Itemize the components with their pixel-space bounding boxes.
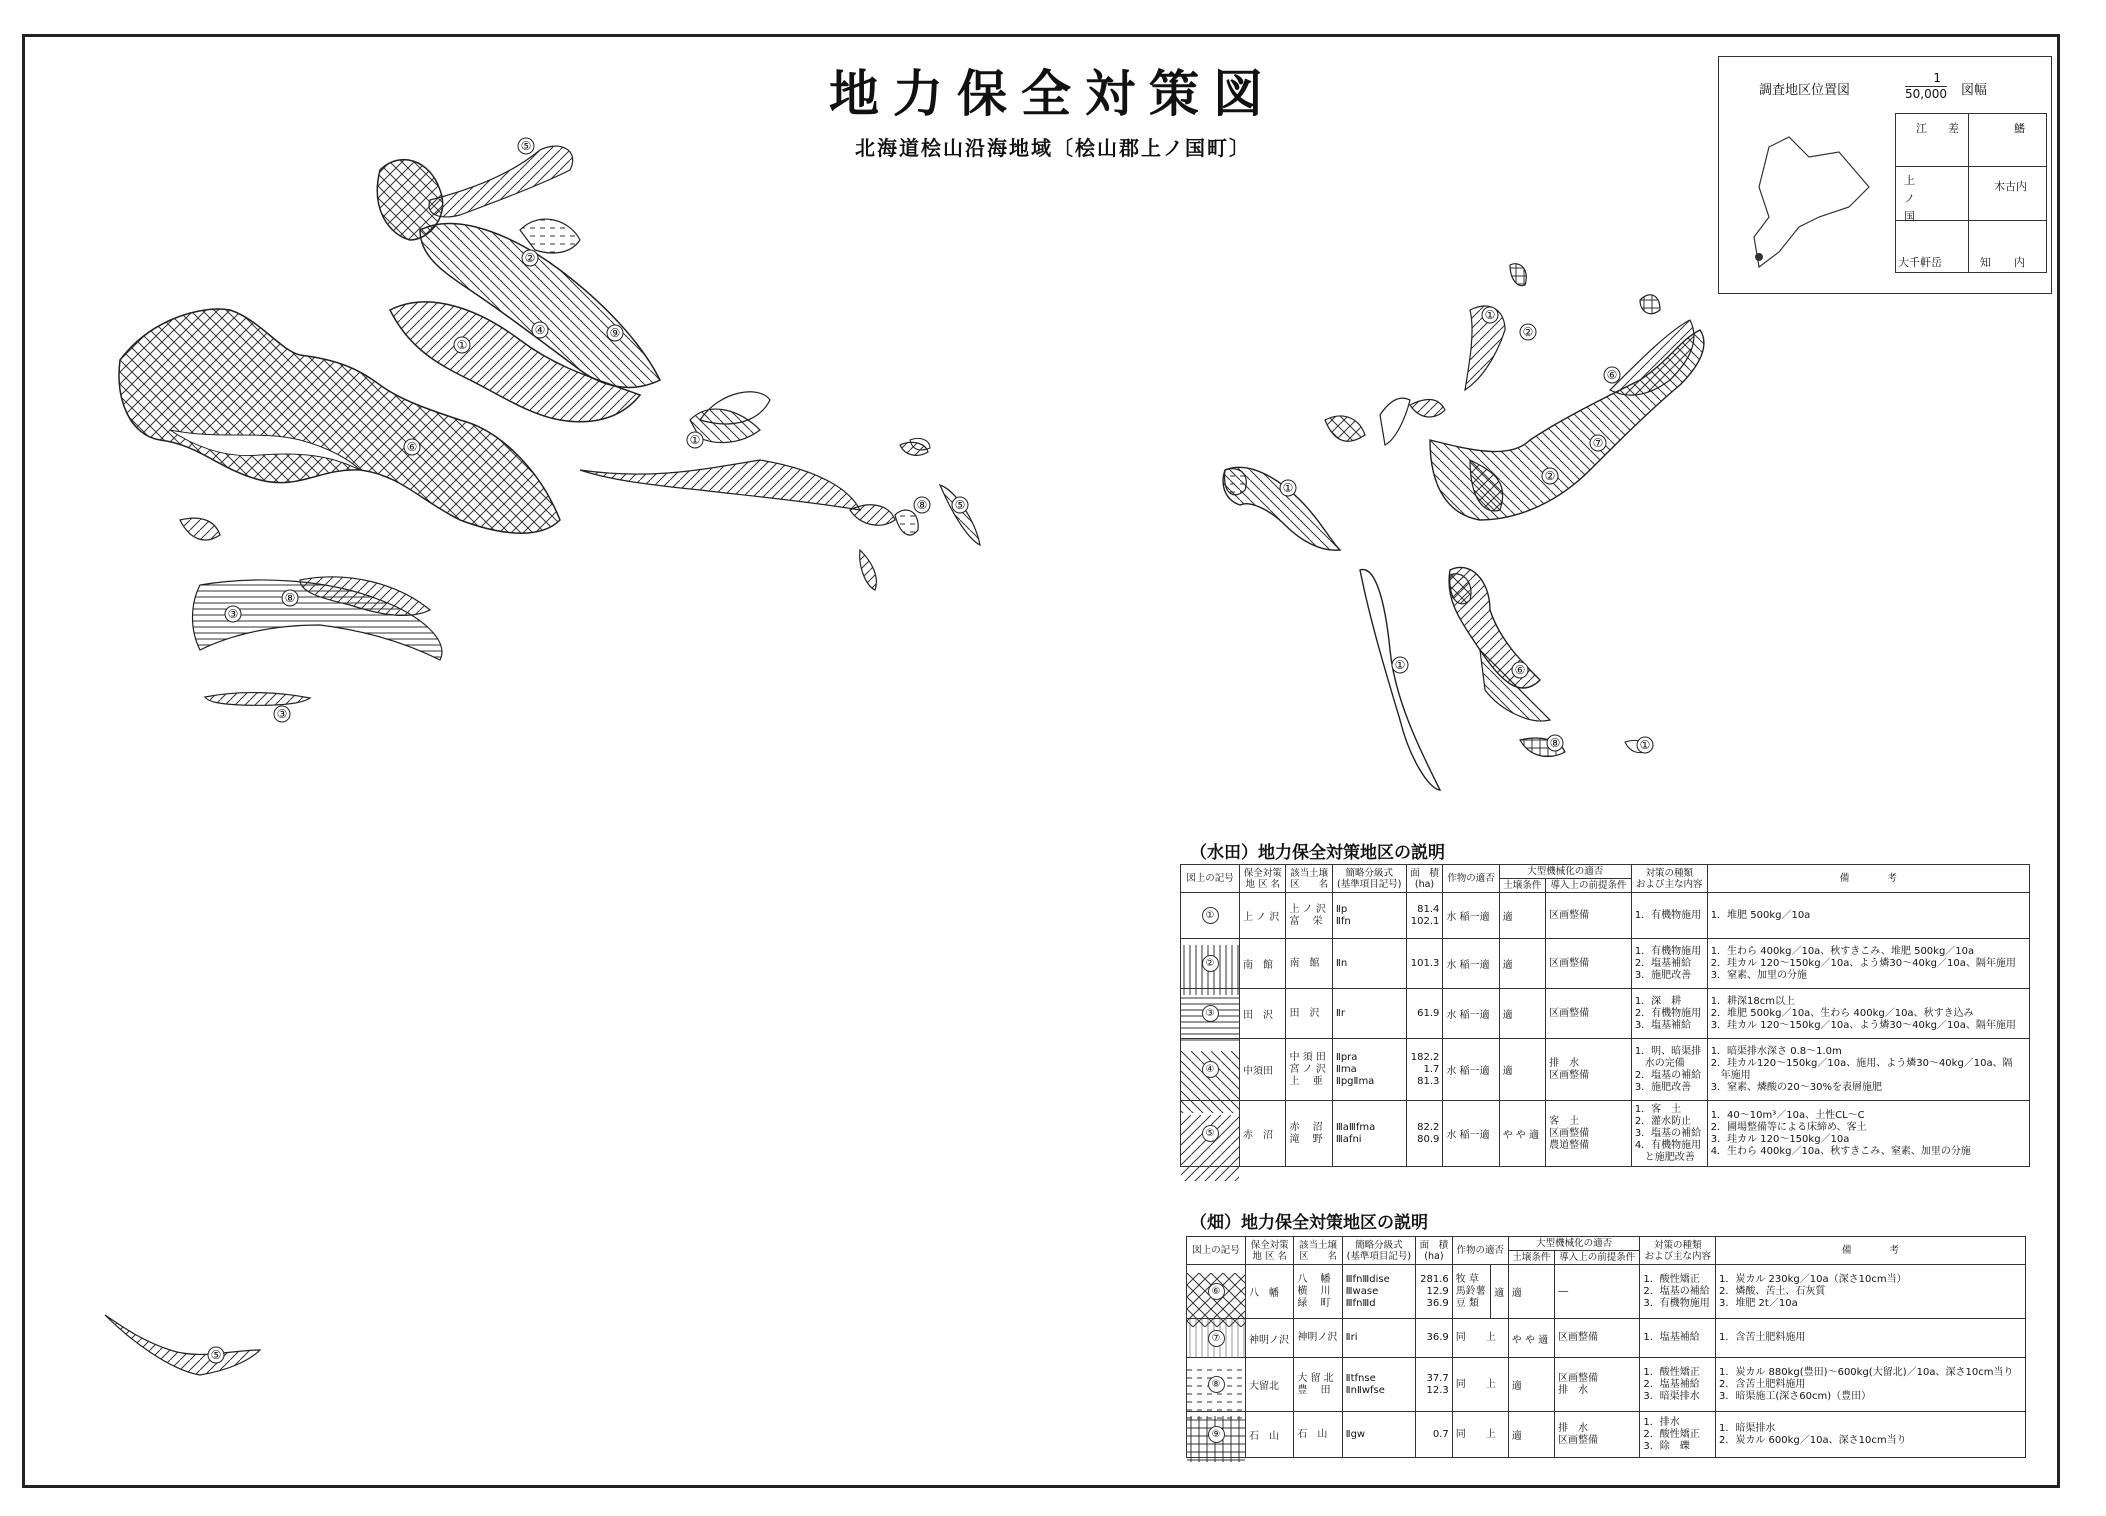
paddy-table (1180, 864, 2030, 1167)
svg-text:①: ① (456, 338, 468, 352)
map-label-1 (454, 337, 470, 353)
map-label-3b (274, 706, 290, 722)
inset-sheet-label: 図幅 (1961, 83, 1988, 98)
table-row: ⑧ 大留北 大 留 北 豊 田 Ⅱtfnse ⅡnⅡwfse 37.7 12.3 同 上 適 区画整備 排 水 1．酸性矯正 2．塩基補給 3．暗渠排水 1．炭カル 880kg(豊田)～600kg(大留北)／10a、深さ10cm当り 2．含苦土肥料施用 3．暗渠施工(深さ60cm)（豊田） (1187, 1358, 2026, 1412)
map-label-text: ⑥ (406, 440, 418, 454)
col-area: 面 積 (ha) (1406, 865, 1443, 893)
svg-text:①: ① (1484, 308, 1496, 322)
svg-text:⑤: ⑤ (520, 139, 532, 153)
map-label-1e (1392, 657, 1408, 673)
hokkaido-outline (1729, 107, 1889, 287)
legend-symbol-1: ① (1181, 893, 1240, 939)
svg-text:②: ② (524, 251, 536, 265)
map-label-8b (282, 590, 298, 606)
svg-text:①: ① (1394, 658, 1406, 672)
col-notes: 備 考 (1707, 865, 2029, 893)
svg-text:②: ② (1522, 325, 1534, 339)
map-label-2c (1542, 468, 1558, 484)
col-intro: 導入上の前提条件 (1546, 879, 1632, 893)
table-row: ⑨ 石 山 石 山 Ⅱgw 0.7 同 上 適 排 水 区画整備 1．排水 2．酸性矯正 3．除 礫 1．暗渠排水 2．炭カル 600kg／10a、深さ10cm当り (1187, 1412, 2026, 1458)
legend-symbol-7: ⑦ (1187, 1319, 1246, 1358)
map-label-5 (518, 138, 534, 154)
map-label-5c (208, 1347, 224, 1363)
svg-text:④: ④ (534, 323, 546, 337)
map-label-6b (1604, 367, 1620, 383)
district-2-area (520, 219, 580, 253)
map-label-9 (607, 325, 623, 341)
col-district: 保全対策 地 区 名 (1240, 865, 1286, 893)
inset-scale: 1 50,000 (1905, 71, 1947, 101)
col-mech: 大型機械化の適否 (1499, 865, 1631, 879)
map-subtitle: 北海道桧山沿海地域〔桧山郡上ノ国町〕 (855, 136, 1251, 160)
svg-text:①: ① (1282, 481, 1294, 495)
svg-text:⑧: ⑧ (284, 591, 296, 605)
legend-symbol-2: ② (1181, 939, 1240, 989)
inset-title: 調査地区位置図 (1759, 83, 1851, 98)
svg-text:③: ③ (227, 607, 239, 621)
table-row: ⑤ 赤 沼 赤 沼 滝 野 ⅢaⅢfma Ⅲafni 82.2 80.9 水 稲一適 や や 適 客 土 区画整備 農道整備 1．客 土 2．灌水防止 3．塩基の補給 4．有機物施用 と施肥改善 1．40～10m³／10a、土性CL～C 2．圃場整備等による床締め、客土 3．珪カル 120～150kg／10a 4．生わら 400kg／10a、秋すきこみ、窒素、加里の分施 (1181, 1101, 2030, 1167)
svg-text:②: ② (1544, 469, 1556, 483)
map-label-2 (522, 250, 538, 266)
col-measures: 対策の種類 および主な内容 (1631, 865, 1707, 893)
map-title: 地力保全対策図 (829, 64, 1277, 123)
col-crop: 作物の適否 (1443, 865, 1499, 893)
legend-symbol-3: ③ (1181, 989, 1240, 1039)
table-row: ④ 中須田 中 須 田 宮 ノ 沢 上 亜 Ⅱpra Ⅱma ⅡpgⅡma 182.2 1.7 81.3 水 稲一適 適 排 水 区画整備 1．明、暗渠排 水の完備 2．塩基の補給 3．施肥改善 1．暗渠排水深さ 0.8～1.0m 2．珪カル120～150kg／10a、施用、よう燐30～40kg／10a、隔 年施用 3．窒素、燐酸の20～30%を表層施肥 (1181, 1039, 2030, 1101)
legend-symbol-6: ⑥ (1187, 1265, 1246, 1319)
map-label-3 (225, 606, 241, 622)
svg-text:⑨: ⑨ (609, 326, 621, 340)
svg-text:⑧: ⑧ (1549, 736, 1561, 750)
map-label-1b (687, 432, 703, 448)
legend-symbol-4: ④ (1181, 1039, 1240, 1101)
table-row: ② 南 館 南 館 Ⅱn 101.3 水 稲一適 適 区画整備 1．有機物施用 2．塩基補給 3．施肥改善 1．生わら 400kg／10a、秋すきこみ、堆肥 500kg／10a 2．珪カル 120～150kg／10a、よう燐30～40kg／10a、隔年施用 3．窒素、加里の分施 (1181, 939, 2030, 989)
svg-text:⑤: ⑤ (954, 498, 966, 512)
field-table: 図上の記号 保全対策 地 区 名 該当土壌 区 名 簡略分級式 (基準項目記号) 面 積 (ha) 作物の適否 大型機械化の適否 対策の種類 および主な内容 備 考 土壌条件 導入上の前提条件 ⑥ 八 幡 八 幡 横 川 緑 町 ⅢfnⅢdise Ⅲwase ⅢfnⅢd 281.6 12.9 36.9 牧 草 馬鈴薯 豆 類 適 適 ― 1．酸性矯正 2．塩基の補給 3．有機物施用 1．炭カル 230kg／10a（深さ10cm当） 2．燐酸、苦土、石灰質 3．堆肥 2t／10a ⑦ 神明ノ沢 神明ノ沢 Ⅱri 36.9 同 上 や や 適 区画整備 1．塩基補給 1．含苦土肥料施用 ⑧ 大留北 大 留 北 豊 田 Ⅱtfnse ⅡnⅡwfse 37.7 12.3 同 上 適 区画整備 排 水 1．酸性矯正 2．塩基補給 3．暗渠排水 1．炭カル 880kg(豊田)～600kg(大留北)／10a、深さ10cm当り 2．含苦土肥料施用 3．暗渠施工(深さ60cm)（豊田） ⑨ 石 山 石 山 Ⅱgw 0.7 同 上 適 排 水 区画整備 1．排水 2．酸性矯正 3．除 礫 1．暗渠排水 2．炭カル 600kg／10a、深さ10cm当り (1186, 1236, 2026, 1458)
table-row: ⑦ 神明ノ沢 神明ノ沢 Ⅱri 36.9 同 上 や や 適 区画整備 1．塩基補給 1．含苦土肥料施用 (1187, 1319, 2026, 1358)
svg-text:⑧: ⑧ (916, 498, 928, 512)
map-label-1f (1637, 737, 1653, 753)
legend-symbol-5: ⑤ (1181, 1101, 1240, 1167)
table-row: ⑥ 八 幡 八 幡 横 川 緑 町 ⅢfnⅢdise Ⅲwase ⅢfnⅢd 281.6 12.9 36.9 牧 草 馬鈴薯 豆 類 適 適 ― 1．酸性矯正 2．塩基の補給 3．有機物施用 1．炭カル 230kg／10a（深さ10cm当） 2．燐酸、苦土、石灰質 3．堆肥 2t／10a (1187, 1265, 2026, 1319)
svg-text:⑥: ⑥ (1606, 368, 1618, 382)
map-label-6 (404, 439, 420, 455)
col-symbol: 図上の記号 (1181, 865, 1240, 893)
map-label-1c (1280, 480, 1296, 496)
map-label-1d (1482, 307, 1498, 323)
legend-symbol-9: ⑨ (1187, 1412, 1246, 1458)
svg-text:⑦: ⑦ (1592, 436, 1604, 450)
map-label-4 (532, 322, 548, 338)
map-label-5b (952, 497, 968, 513)
svg-text:③: ③ (276, 707, 288, 721)
map-label-8c (1547, 735, 1563, 751)
map-label-6c (1512, 662, 1528, 678)
location-inset (1718, 56, 2052, 294)
field-table-title: （畑）地力保全対策地区の説明 (1190, 1213, 1428, 1233)
svg-text:⑤: ⑤ (210, 1348, 222, 1362)
sheet-index-grid: 江 差 鰭 上 ノ 国 木古内 大千軒岳 知 内 (1895, 113, 2047, 273)
map-label-2b (1520, 324, 1536, 340)
table-row: ③ 田 沢 田 沢 Ⅱr 61.9 水 稲一適 適 区画整備 1．深 耕 2．有機物施用 3．塩基補給 1．耕深18cm以上 2．堆肥 500kg／10a、生わら 400kg／10a、秋すき込み 3．珪カル 120～150kg／10a、よう燐30～40kg／10a、隔年施用 (1181, 989, 2030, 1039)
col-soil: 該当土壌 区 名 (1286, 865, 1332, 893)
paddy-table-title: （水田）地力保全対策地区の説明 (1190, 843, 1445, 863)
grid-cell-label: 江 (1916, 122, 1927, 135)
col-class: 簡略分級式 (基準項目記号) (1332, 865, 1406, 893)
map-label-8 (914, 497, 930, 513)
col-soil-cond: 土壌条件 (1499, 879, 1545, 893)
svg-text:⑥: ⑥ (1514, 663, 1526, 677)
svg-text:①: ① (689, 433, 701, 447)
legend-symbol-8: ⑧ (1187, 1358, 1246, 1412)
svg-text:①: ① (1639, 738, 1651, 752)
map-label-7 (1590, 435, 1606, 451)
table-row: ① 上 ノ 沢 上 ノ 沢 富 栄 Ⅱp Ⅱfn 81.4 102.1 水 稲一適 適 区画整備 1．有機物施用 1．堆肥 500kg／10a (1181, 893, 2030, 939)
